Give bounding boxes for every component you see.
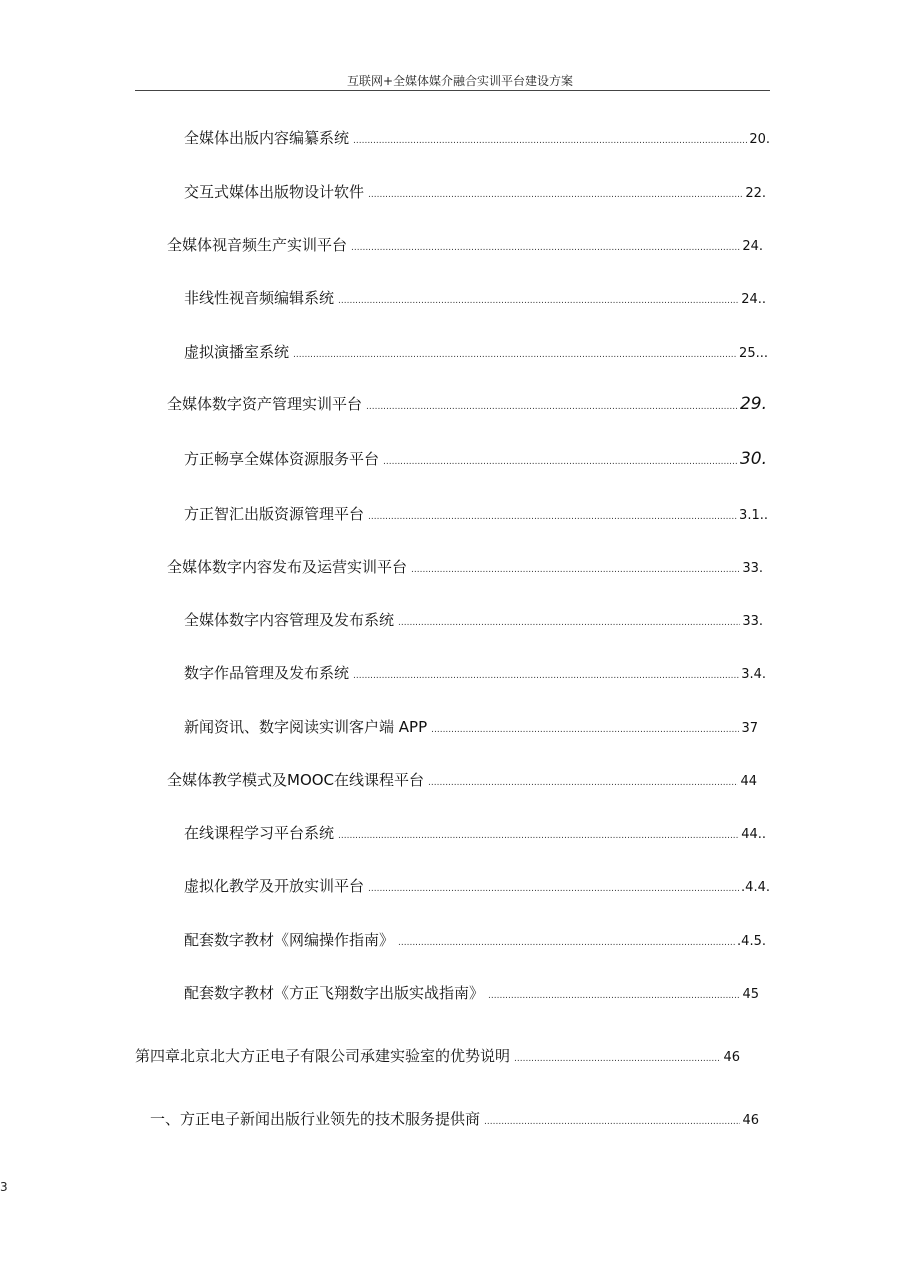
toc-entry[interactable] (150, 1108, 759, 1129)
toc-entry-label: 虚拟演播室系统 (184, 343, 290, 361)
toc-entry-label: 数字作品管理及发布系统 (184, 664, 350, 682)
toc-entry-label: 虚拟化教学及开放实训平台 (184, 877, 365, 895)
toc-entry-label: 全媒体视音频生产实训平台 (167, 236, 348, 254)
toc-entry-page: .4.5. (737, 934, 766, 949)
toc-entry[interactable] (184, 503, 768, 524)
toc-leader (488, 991, 740, 1001)
toc-entry-label: 方正智汇出版资源管理平台 (184, 505, 365, 523)
toc-entry-page: 33. (742, 614, 763, 629)
toc-leader (368, 512, 737, 522)
toc-entry-page: 46 (742, 1113, 759, 1128)
toc-entry-page: 25... (739, 346, 768, 361)
toc-entry-page: 30. (739, 449, 767, 469)
toc-leader (428, 778, 738, 788)
toc-entry-page: 3.1.. (739, 508, 768, 523)
toc-entry-chapter[interactable] (135, 1045, 740, 1066)
toc-entry[interactable] (184, 287, 766, 308)
toc-entry-page: 29. (739, 394, 767, 414)
toc-entry[interactable] (184, 822, 766, 843)
toc-entry-page: 46 (723, 1050, 740, 1065)
toc-entry[interactable] (167, 234, 763, 255)
toc-leader (398, 618, 740, 628)
toc-leader (351, 243, 740, 253)
toc-entry-page: 24.. (741, 292, 766, 307)
toc-entry-label: 配套数字教材《方正飞翔数字出版实战指南》 (184, 984, 485, 1002)
toc-entry-label: 配套数字教材《网编操作指南》 (184, 931, 395, 949)
toc-entry-page: 45 (742, 987, 759, 1002)
toc-leader (383, 457, 738, 467)
header-title: 互联网+全媒体媒介融合实训平台建设方案 (346, 74, 574, 88)
toc-leader (514, 1054, 721, 1064)
toc-entry-label: 全媒体出版内容编纂系统 (184, 129, 350, 147)
toc-entry-page: 24. (742, 239, 763, 254)
toc-entry[interactable] (184, 181, 766, 202)
toc-entry-label: 全媒体数字内容管理及发布系统 (184, 611, 395, 629)
toc-leader (431, 725, 739, 735)
toc-entry[interactable] (167, 556, 763, 577)
toc-entry[interactable] (184, 716, 758, 737)
toc-entry-page: 3.4. (741, 667, 766, 682)
toc-entry-label: 全媒体数字资产管理实训平台 (167, 395, 363, 413)
toc-entry-page: 20. (749, 132, 770, 147)
toc-leader (411, 565, 740, 575)
toc-leader (338, 296, 739, 306)
toc-leader (398, 938, 735, 948)
toc-entry-label: 第四章北京北大方正电子有限公司承建实验室的优势说明 (135, 1047, 511, 1065)
page-number: 3 (0, 1180, 8, 1194)
toc-entry[interactable] (167, 393, 767, 414)
toc-leader (484, 1117, 740, 1127)
toc-entry[interactable] (184, 982, 759, 1003)
toc-entry-label: 全媒体教学模式及MOOC在线课程平台 (167, 771, 425, 789)
toc-entry-label: 在线课程学习平台系统 (184, 824, 335, 842)
toc-entry-label: 全媒体数字内容发布及运营实训平台 (167, 558, 408, 576)
toc-leader (293, 350, 737, 360)
toc-entry[interactable] (184, 875, 770, 896)
toc-entry[interactable] (184, 929, 766, 950)
toc-leader (353, 671, 739, 681)
toc-entry[interactable] (184, 341, 768, 362)
toc-entry-prefix: 一、 (150, 1110, 181, 1128)
toc-leader (338, 831, 739, 841)
toc-entry-label: 方正电子新闻出版行业领先的技术服务提供商 (180, 1110, 481, 1128)
toc-entry[interactable] (167, 769, 757, 790)
toc-entry-page: 44.. (741, 827, 766, 842)
toc-leader (366, 402, 738, 412)
toc-entry-label: 非线性视音频编辑系统 (184, 289, 335, 307)
toc-entry-label: 方正畅享全媒体资源服务平台 (184, 450, 380, 468)
toc-entry[interactable] (184, 662, 766, 683)
toc-leader (353, 136, 747, 146)
toc-entry-page: 37 (741, 721, 758, 736)
toc-entry-label: 交互式媒体出版物设计软件 (184, 183, 365, 201)
toc-entry-page: 22. (745, 186, 766, 201)
toc-leader (368, 190, 743, 200)
toc-entry[interactable] (184, 609, 763, 630)
toc-entry[interactable] (184, 448, 767, 469)
toc-entry-label: 新闻资讯、数字阅读实训客户端 APP (184, 718, 428, 736)
toc-entry-page: 44 (740, 774, 757, 789)
toc-entry[interactable] (184, 127, 770, 148)
toc-entry-page: .4.4. (741, 880, 770, 895)
toc-entry-page: 33. (742, 561, 763, 576)
toc-leader (368, 884, 739, 894)
header-rule (135, 90, 770, 91)
